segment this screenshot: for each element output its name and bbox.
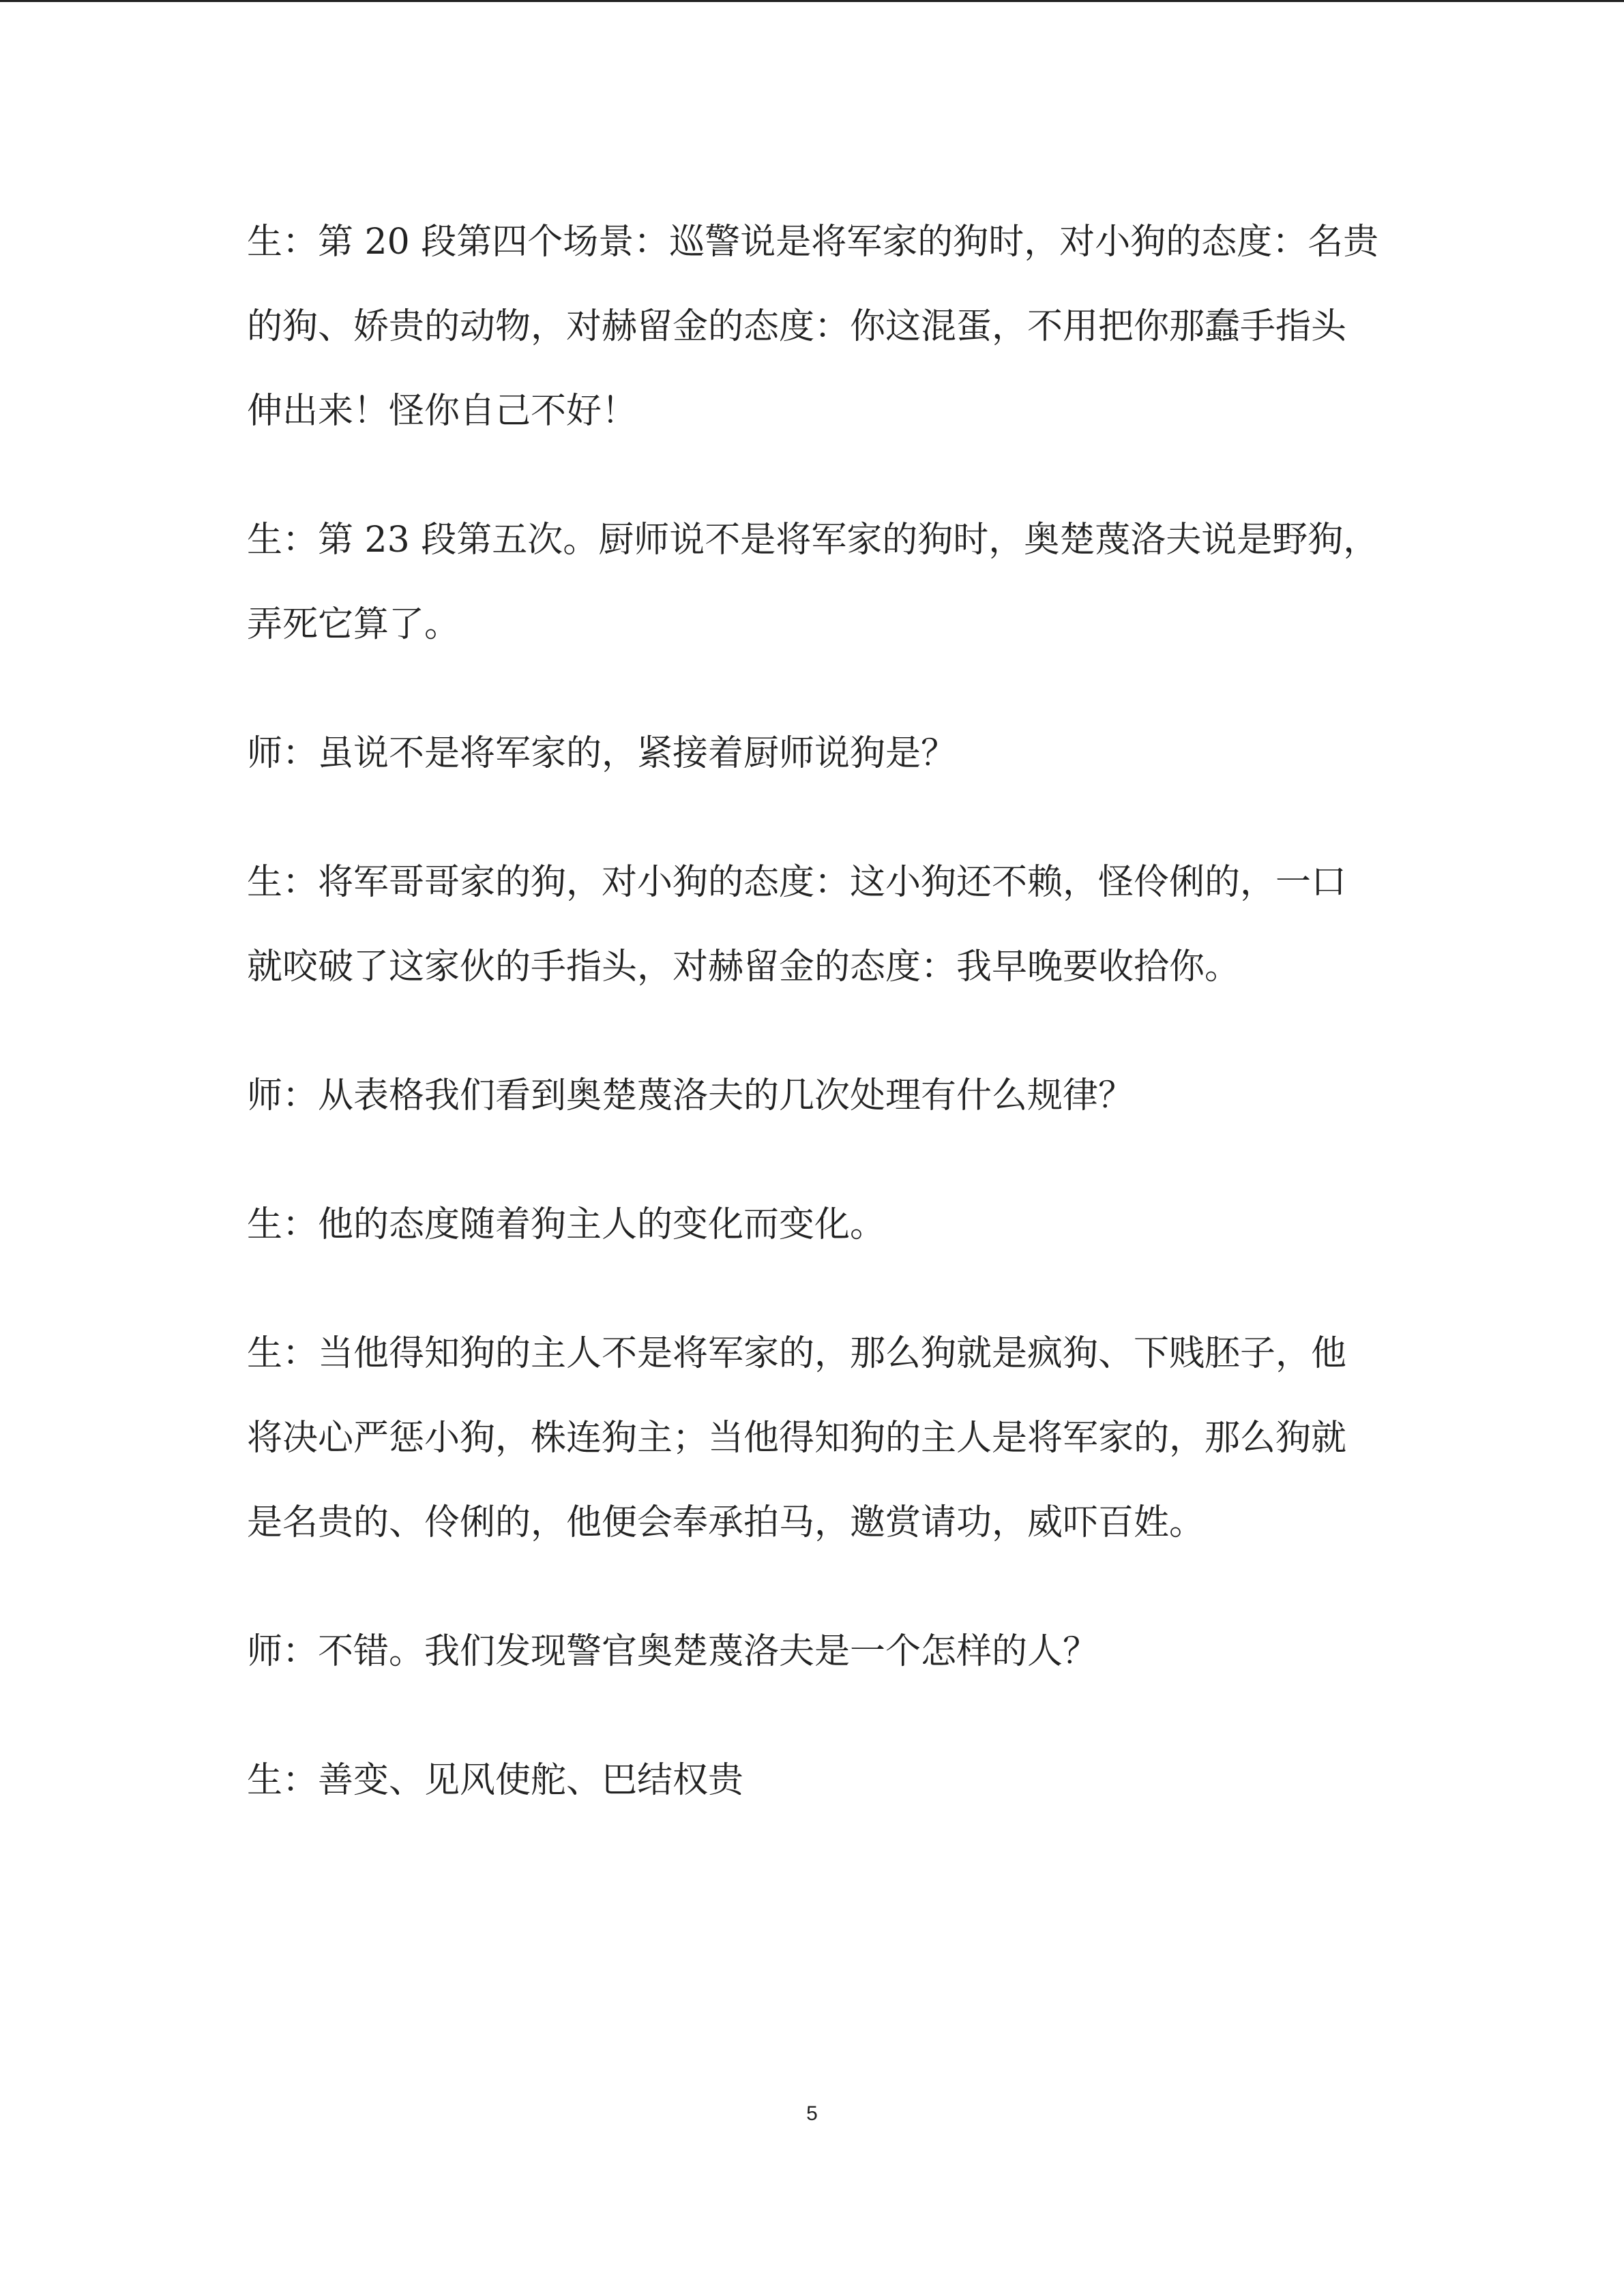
page-number: 5	[806, 2102, 818, 2125]
paragraph-7: 生：当他得知狗的主人不是将军家的，那么狗就是疯狗、下贱胚子，他将决心严惩小狗，株连狗主；当他得知狗的主人是将军家的，那么狗就是名贵的、伶俐的，他便会奉承拍马，邀赏请功，威吓百姓。	[247, 1333, 1347, 1543]
document-body	[247, 200, 1379, 1867]
paragraph-1: 生：第 20 段第四个场景：巡警说是将军家的狗时，对小狗的态度：名贵的狗、娇贵的动物，对赫留金的态度：你这混蛋，不用把你那蠢手指头伸出来！怪你自己不好！	[247, 222, 1379, 432]
paragraph-2: 生：第 23 段第五次。厨师说不是将军家的狗时，奥楚蔑洛夫说是野狗，弄死它算了。	[247, 520, 1379, 645]
paragraph-9: 生：善变、见风使舵、巴结权贵	[247, 1760, 744, 1801]
paragraph-8: 师：不错。我们发现警官奥楚蔑洛夫是一个怎样的人？	[247, 1631, 1099, 1672]
paragraph-4: 生：将军哥哥家的狗，对小狗的态度：这小狗还不赖，怪伶俐的，一口就咬破了这家伙的手指头，对赫留金的态度：我早晚要收拾你。	[247, 862, 1347, 987]
paragraph-6: 生：他的态度随着狗主人的变化而变化。	[247, 1204, 886, 1245]
paragraph-3: 师：虽说不是将军家的，紧接着厨师说狗是？	[247, 733, 957, 774]
paragraph-5: 师：从表格我们看到奥楚蔑洛夫的几次处理有什么规律？	[247, 1075, 1134, 1116]
